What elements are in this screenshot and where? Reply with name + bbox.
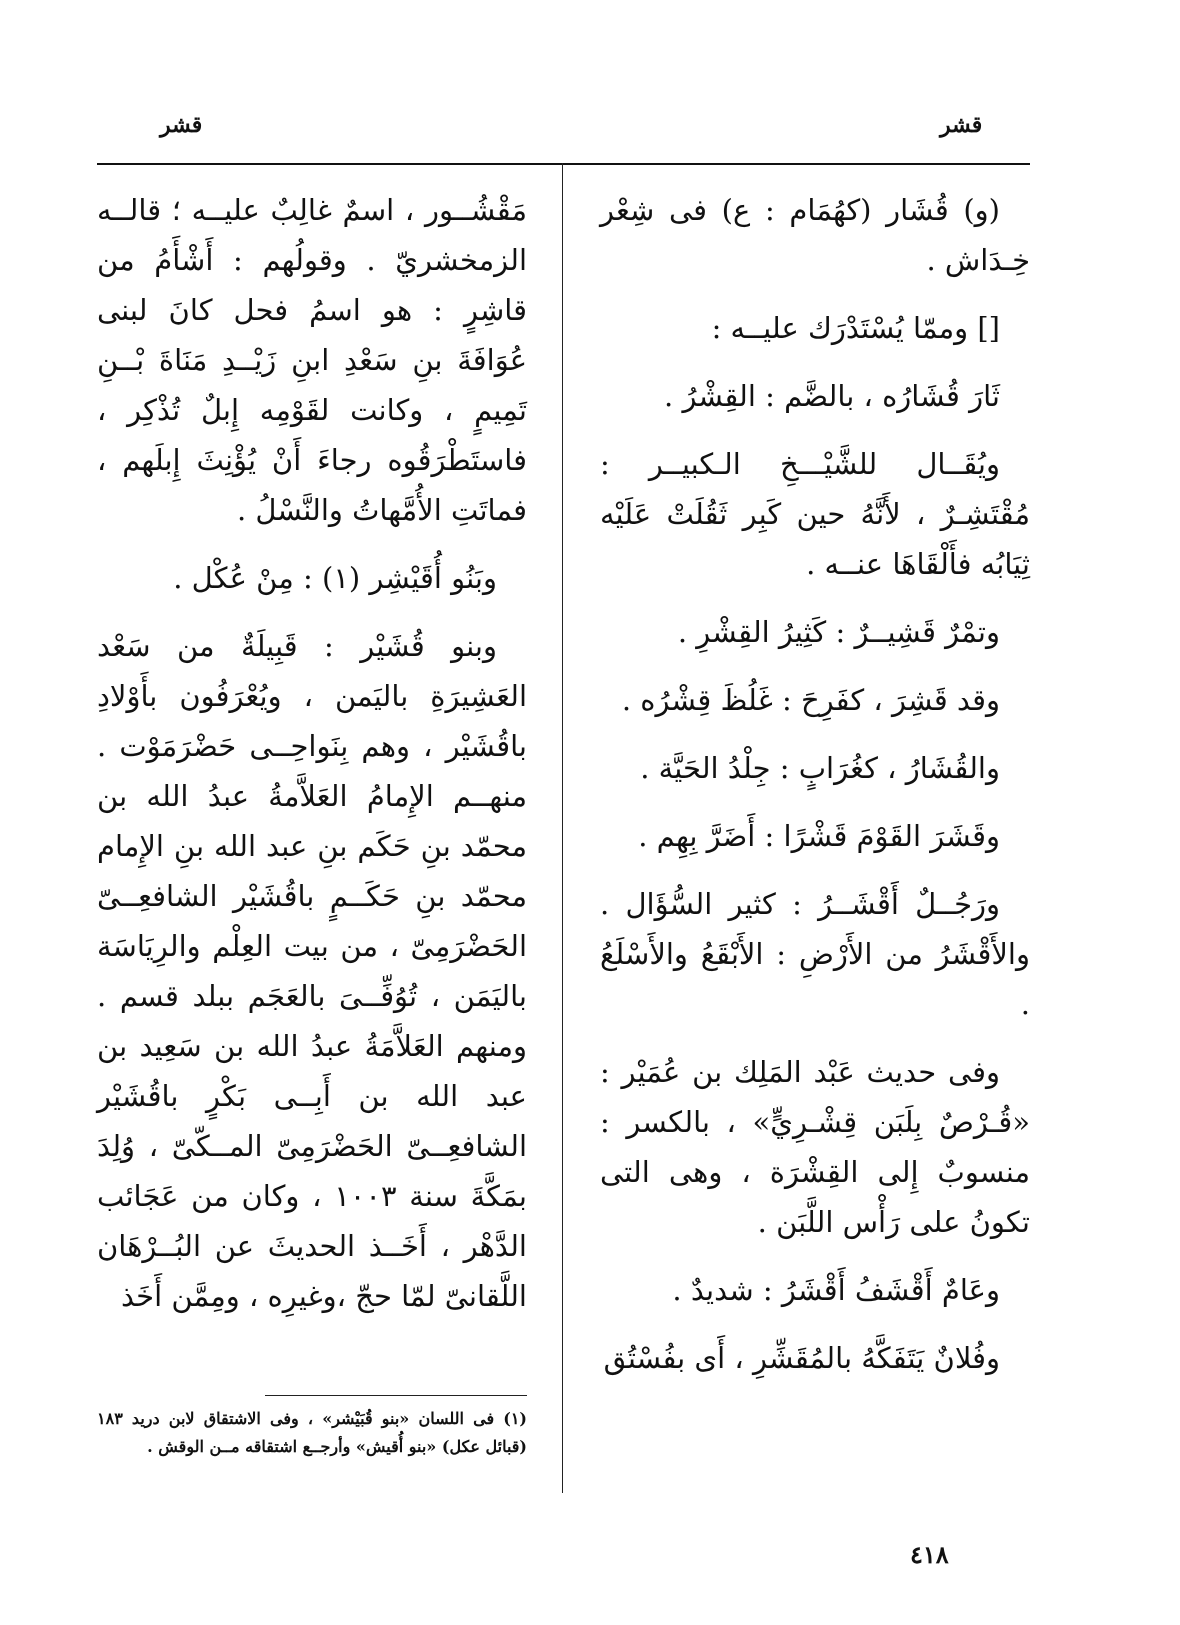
entry-paragraph: وبنو قُشَيْر : قَبِيلَةٌ من سَعْد العَشِيرَةِ باليَمن ، ويُعْرَفُون بأَوْلادِ باقُشَيْر ، وهم بِنَواحِــى حَضْرَمَوْت . منهــم الإِمامُ العَلاَّمةُ عبدُ الله بن محمّد بنِ حَكَم بنِ عبد الله بنِ الإِمام محمّد بنِ حَكَــمٍ باقُشَيْر الشافعِــىّ الحَضْرَمِىّ ، من بيت العِلْم والرِيَاسَة باليَمَن ، تُوُفِّــىَ بالعَجَم ببلد قسم . ومنهم العَلاَّمَةُ عبدُ الله بن سَعِيد بن عبد الله بن أَبِــى بَكْرٍ باقُشَيْر الشافعِــىّ الحَضْرَمِىّ المــكّىّ ، وُلِدَ بمَكَّةَ سنة ١٠٠٣ ، وكان من عَجَائب الدَّهْر ، أَخَــذ الحديثَ عن البُــرْهَان اللَّقانىّ لمّا حجّ ،وغيرِه ، ومِمَّن أَخَذ [97,629,527,1313]
entry-paragraph: وفى حديث عَبْد المَلِك بن عُمَيْر : «قُـرْصٌ بِلَبَن قِشْـرِيٍّ» ، بالكسر : منسوبٌ إِلى القِشْرَة ، وهى التى تكونُ على رَأْس اللَّبَن . [600,1055,1030,1239]
running-header-left: قشر [160,112,203,138]
page-number: ٤١٨ [910,1540,949,1569]
left-column [97,185,527,1321]
entry-paragraph: وقَشَرَ القَوْمَ قَشْرًا : أَضَرَّ بِهِم . [638,819,1000,853]
entry-paragraph: ثَارَ قُشَارُه ، بالضَّم : القِشْرُ . [664,379,1000,413]
entry-paragraph: وعَامٌ أَقْشَفُ أَقْشَرُ : شديدٌ . [672,1273,1000,1307]
entry-paragraph: مَقْشُــور ، اسمٌ غالِبٌ عليــه ؛ قالــه الزمخشريّ . وقولُهم : أَشْأَمُ من قاشِرٍ : هو اسمُ فحل كانَ لبنى عُوَافَةَ بنِ سَعْدِ ابنِ زَيْــدِ مَنَاةَ بْــنِ تَمِيمٍ ، وكانت لقَوْمِه إِبلٌ تُذْكِر ، فاستَطْرَقُوه رجاءَ أَنْ يُؤْنِثَ إِبلَهم ، فماتَتِ الأُمَّهاتُ والنَّسْلُ . [97,193,527,527]
entry-paragraph: والقُشَارُ ، كغُرَابٍ : جِلْدُ الحَيَّة . [640,751,1000,785]
entry-paragraph: وتمْرٌ قَشِيــرٌ : كَثِيرُ القِشْرِ . [677,615,1000,649]
footnote-rule [265,1395,527,1396]
entry-paragraph: وقد قَشِرَ ، كفَرِحَ : غَلُظَ قِشْرُه . [621,683,1000,717]
right-column [600,185,1030,1383]
entry-paragraph: وبَنُو أُقَيْشِر (١) : مِنْ عُكْل . [173,561,497,595]
footnote: (١) فى اللسان «بنو قُبَيْشر» ، وفى الاشتقاق لابن دريد ١٨٣ (قبائل عكل) «بنو أُقيش» وأرجــع اشتقاقه مــن الوقش . [97,1409,527,1456]
entry-paragraph: وفُلانٌ يَتَفَكَّهُ بالمُقَشِّرِ ، أَى بفُسْتُق [603,1341,1000,1375]
entry-paragraph: (و) قُشَار (كهُمَام : ع) فى شِعْر خِـدَاش . [600,193,1030,277]
column-divider [562,163,563,1493]
running-header-right: قشر [940,112,983,138]
entry-paragraph: ورَجُــلٌ أَقْشَــرُ : كثير السُّؤَال . والأَقْشَرُ من الأَرْضِ : الأَبْقَعُ والأَسْلَعُ . [600,887,1030,1021]
entry-paragraph: [] وممّا يُسْتَدْرَك عليــه : [711,311,1000,345]
entry-paragraph: ويُقَــال للشَّيْـــخِ الـكبيــر : مُقْتَشِـرٌ ، لأَنَّهُ حين كَبِر ثَقُلَتْ عَلَيْه ثِيَابُه فأَلْقَاهَا عنــه . [600,447,1030,581]
header-rule [97,163,1030,165]
